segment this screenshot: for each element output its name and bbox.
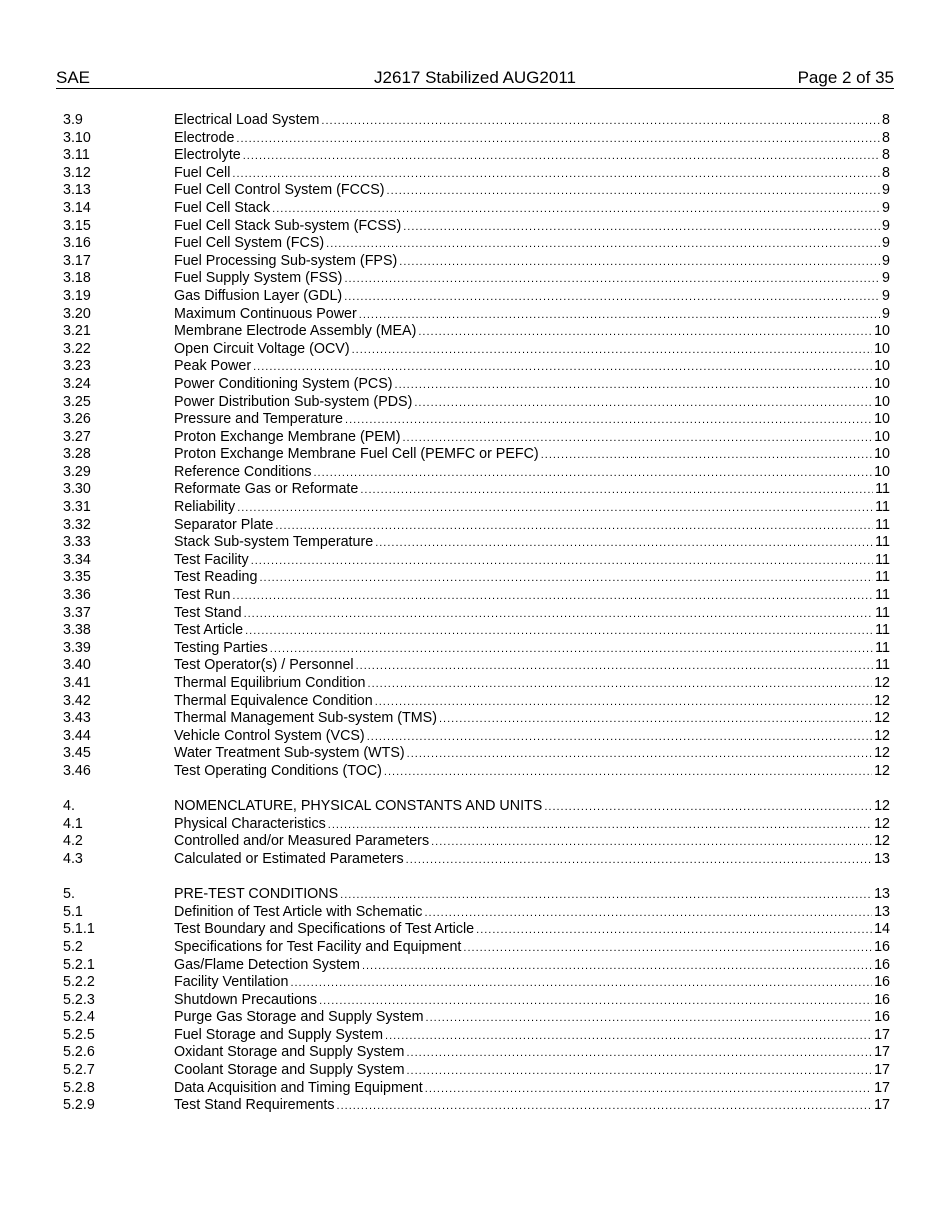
toc-page-number: 12 (874, 762, 890, 779)
toc-page-number: 12 (874, 833, 890, 850)
toc-entry[interactable] (63, 253, 890, 271)
toc-section-number: 5.2.7 (63, 1062, 95, 1079)
toc-page-number: 11 (875, 657, 890, 674)
toc-dot-leader (328, 817, 872, 835)
toc-entry[interactable] (63, 446, 890, 464)
toc-section-number: 5.2.5 (63, 1026, 95, 1043)
toc-page-number: 10 (874, 393, 890, 410)
toc-entry[interactable] (63, 640, 890, 658)
toc-dot-leader (399, 254, 880, 272)
toc-section-title: Peak Power (174, 358, 252, 375)
toc-section-title: Gas Diffusion Layer (GDL) (174, 287, 343, 304)
toc-dot-leader (359, 307, 880, 325)
toc-section-number: 3.22 (63, 340, 91, 357)
toc-page-number: 10 (874, 340, 890, 357)
toc-entry[interactable] (63, 270, 890, 288)
toc-page-number: 11 (875, 534, 890, 551)
toc-page-number: 10 (874, 375, 890, 392)
toc-page-number: 17 (874, 1097, 890, 1114)
toc-section-title: Fuel Storage and Supply System (174, 1026, 384, 1043)
toc-entry[interactable] (63, 728, 890, 746)
toc-section-title: Test Reading (174, 569, 258, 586)
toc-dot-leader (362, 958, 872, 976)
toc-section-number: 4.1 (63, 815, 83, 832)
toc-page-number: 13 (874, 850, 890, 867)
toc-section-number: 3.38 (63, 622, 91, 639)
toc-entry[interactable] (63, 921, 890, 939)
toc-section-number: 3.27 (63, 428, 91, 445)
toc-section-title: Reference Conditions (174, 463, 312, 480)
toc-entry[interactable] (63, 394, 890, 412)
toc-section-number: 3.24 (63, 375, 91, 392)
toc-section-number: 3.39 (63, 639, 91, 656)
toc-entry[interactable] (63, 1080, 890, 1098)
toc-page-number: 8 (882, 147, 890, 164)
toc-section-title: Separator Plate (174, 516, 274, 533)
table-of-contents (63, 112, 890, 1115)
toc-entry[interactable] (63, 429, 890, 447)
toc-section-title: Thermal Equilibrium Condition (174, 675, 366, 691)
toc-spacer (63, 869, 890, 887)
toc-entry[interactable] (63, 130, 890, 148)
toc-dot-leader (476, 922, 872, 940)
toc-entry[interactable] (63, 1027, 890, 1045)
toc-dot-leader (356, 658, 874, 676)
toc-entry[interactable] (63, 833, 890, 851)
toc-section-number: 3.46 (63, 762, 91, 779)
toc-dot-leader (344, 271, 880, 289)
header-doc-id: J2617 Stabilized AUG2011 (374, 68, 576, 87)
toc-section-number: 3.35 (63, 569, 91, 586)
toc-entry[interactable] (63, 622, 890, 640)
toc-section-title: Thermal Management Sub-system (TMS) (174, 710, 437, 727)
toc-entry[interactable] (63, 992, 890, 1010)
toc-page-number: 10 (874, 428, 890, 445)
toc-entry[interactable] (63, 147, 890, 165)
toc-dot-leader (272, 201, 880, 219)
toc-dot-leader (387, 183, 881, 201)
toc-dot-leader (431, 834, 872, 852)
toc-entry[interactable] (63, 288, 890, 306)
toc-entry[interactable] (63, 552, 890, 570)
toc-section-number: 5.2.6 (63, 1044, 95, 1061)
toc-page-number: 17 (874, 1079, 890, 1096)
toc-section-title: Test Stand (174, 604, 242, 621)
toc-dot-leader (251, 553, 873, 571)
toc-section-number: 3.18 (63, 270, 91, 287)
toc-section-title: Thermal Equivalence Condition (174, 692, 373, 709)
toc-dot-leader (406, 852, 872, 870)
toc-dot-leader (406, 1063, 872, 1081)
toc-entry[interactable] (63, 1044, 890, 1062)
toc-dot-leader (237, 500, 873, 518)
toc-section-number: 5.2.1 (63, 956, 95, 973)
toc-dot-leader (270, 641, 873, 659)
toc-dot-leader (236, 131, 880, 149)
toc-page-number: 11 (875, 622, 890, 639)
toc-dot-leader (243, 148, 880, 166)
toc-section-number: 3.21 (63, 323, 91, 340)
toc-section-number: 3.40 (63, 657, 91, 674)
toc-dot-leader (244, 606, 874, 624)
toc-section-title: Fuel Cell System (FCS) (174, 235, 325, 252)
toc-section-number: 3.17 (63, 252, 91, 269)
toc-entry[interactable] (63, 1097, 890, 1115)
toc-section-title: Test Operating Conditions (TOC) (174, 762, 382, 779)
toc-page-number: 8 (882, 112, 890, 128)
toc-dot-leader (360, 482, 873, 500)
toc-page-number: 11 (875, 516, 890, 533)
toc-section-number: 3.44 (63, 727, 91, 744)
toc-entry[interactable] (63, 235, 890, 253)
toc-page-number: 8 (882, 164, 890, 181)
toc-page-number: 16 (874, 956, 890, 973)
toc-section-number: 3.12 (63, 164, 91, 181)
toc-dot-leader (321, 113, 880, 131)
toc-section-title: Membrane Electrode Assembly (MEA) (174, 323, 417, 340)
toc-section-title: Test Facility (174, 551, 249, 568)
toc-page-number: 8 (882, 129, 890, 146)
toc-entry[interactable] (63, 710, 890, 728)
toc-section-number: 4. (63, 798, 75, 815)
toc-section-number: 5.1 (63, 903, 83, 920)
toc-section-number: 3.32 (63, 516, 91, 533)
toc-page-number: 10 (874, 323, 890, 340)
toc-section-title: Fuel Supply System (FSS) (174, 270, 343, 287)
toc-page-number: 9 (882, 217, 890, 234)
toc-section-number: 3.14 (63, 199, 91, 216)
toc-section-title: Test Run (174, 587, 231, 604)
toc-section-number: 3.36 (63, 587, 91, 604)
toc-page-number: 17 (874, 1044, 890, 1061)
toc-dot-leader (275, 518, 873, 536)
toc-entry[interactable] (63, 675, 890, 693)
toc-section-number: 3.9 (63, 112, 83, 128)
toc-entry[interactable] (63, 904, 890, 922)
toc-page-number: 12 (874, 692, 890, 709)
toc-section-number: 3.23 (63, 358, 91, 375)
toc-section-number: 3.28 (63, 446, 91, 463)
toc-section-number: 3.15 (63, 217, 91, 234)
toc-entry[interactable] (63, 957, 890, 975)
toc-dot-leader (326, 236, 880, 254)
toc-page-number: 12 (874, 815, 890, 832)
toc-dot-leader (290, 975, 872, 993)
toc-section-number: 3.16 (63, 235, 91, 252)
toc-entry[interactable] (63, 517, 890, 535)
toc-section-number: 3.45 (63, 745, 91, 762)
toc-dot-leader (424, 905, 872, 923)
toc-section-title: Fuel Cell Stack (174, 199, 271, 216)
toc-section-title: Coolant Storage and Supply System (174, 1062, 405, 1079)
toc-page-number: 14 (874, 921, 890, 938)
toc-entry[interactable] (63, 587, 890, 605)
toc-section-number: 3.30 (63, 481, 91, 498)
toc-dot-leader (384, 764, 872, 782)
toc-section-number: 3.20 (63, 305, 91, 322)
toc-section-title: Physical Characteristics (174, 815, 326, 832)
toc-section-title: Oxidant Storage and Supply System (174, 1044, 405, 1061)
toc-entry[interactable] (63, 341, 890, 359)
toc-page-number: 11 (875, 587, 890, 604)
toc-section-title: Data Acquisition and Timing Equipment (174, 1079, 423, 1096)
toc-entry[interactable] (63, 1062, 890, 1080)
toc-page-number: 13 (874, 886, 890, 903)
toc-entry[interactable] (63, 939, 890, 957)
toc-section-title: Power Distribution Sub-system (PDS) (174, 393, 413, 410)
toc-section-number: 3.34 (63, 551, 91, 568)
toc-dot-leader (367, 729, 872, 747)
toc-dot-leader (418, 324, 872, 342)
toc-dot-leader (259, 570, 873, 588)
toc-dot-leader (407, 746, 872, 764)
toc-section-title: Facility Ventilation (174, 974, 289, 991)
toc-entry[interactable] (63, 112, 890, 130)
toc-section-title: Testing Parties (174, 639, 268, 656)
toc-section-number: 3.29 (63, 463, 91, 480)
toc-dot-leader (402, 430, 872, 448)
toc-page-number: 12 (874, 798, 890, 815)
toc-section-title: Shutdown Precautions (174, 991, 318, 1008)
toc-entry[interactable] (63, 358, 890, 376)
toc-page-number: 9 (882, 182, 890, 199)
toc-page-number: 10 (874, 446, 890, 463)
toc-section-number: 3.11 (63, 147, 90, 164)
toc-page-number: 11 (875, 639, 890, 656)
toc-page-number: 9 (882, 305, 890, 322)
toc-section-title: Fuel Cell Control System (FCCS) (174, 182, 385, 199)
toc-section-title: Electrolyte (174, 147, 241, 164)
toc-section-number: 3.37 (63, 604, 91, 621)
toc-page-number: 16 (874, 991, 890, 1008)
toc-page-number: 9 (882, 235, 890, 252)
toc-section-title: Gas/Flame Detection System (174, 956, 360, 973)
toc-entry[interactable] (63, 376, 890, 394)
toc-section-number: 3.43 (63, 710, 91, 727)
toc-dot-leader (544, 799, 872, 817)
toc-page-number: 16 (874, 974, 890, 991)
header-page-number: Page 2 of 35 (797, 68, 894, 87)
toc-entry[interactable] (63, 693, 890, 711)
toc-page-number: 12 (874, 745, 890, 762)
toc-section-number: 5.2 (63, 938, 83, 955)
toc-page-number: 9 (882, 270, 890, 287)
toc-dot-leader (352, 342, 872, 360)
toc-section-number: 3.25 (63, 393, 91, 410)
toc-section-number: 5.2.9 (63, 1097, 95, 1114)
toc-section-title: Calculated or Estimated Parameters (174, 850, 404, 867)
toc-entry[interactable] (63, 745, 890, 763)
toc-dot-leader (232, 166, 880, 184)
toc-entry[interactable] (63, 798, 890, 816)
toc-page-number: 11 (875, 499, 890, 516)
toc-section-title: Fuel Processing Sub-system (FPS) (174, 252, 398, 269)
toc-dot-leader (414, 395, 872, 413)
toc-page-number: 11 (875, 551, 890, 568)
toc-section-number: 5.2.4 (63, 1009, 95, 1026)
toc-section-title: Purge Gas Storage and Supply System (174, 1009, 424, 1026)
toc-section-title: Power Conditioning System (PCS) (174, 375, 393, 392)
toc-page-number: 9 (882, 287, 890, 304)
toc-dot-leader (314, 465, 873, 483)
toc-entry[interactable] (63, 200, 890, 218)
toc-page-number: 11 (875, 604, 890, 621)
toc-entry[interactable] (63, 165, 890, 183)
toc-entry[interactable] (63, 605, 890, 623)
toc-section-title: Fuel Cell (174, 164, 231, 181)
toc-page-number: 16 (874, 938, 890, 955)
toc-dot-leader (403, 219, 880, 237)
toc-entry[interactable] (63, 182, 890, 200)
toc-section-number: 3.42 (63, 692, 91, 709)
toc-page-number: 12 (874, 727, 890, 744)
toc-section-title: NOMENCLATURE, PHYSICAL CONSTANTS AND UNITS (174, 798, 543, 815)
toc-dot-leader (253, 359, 872, 377)
toc-page-number: 10 (874, 411, 890, 428)
toc-dot-leader (340, 887, 872, 905)
toc-section-title: Proton Exchange Membrane (PEM) (174, 428, 401, 445)
toc-dot-leader (232, 588, 873, 606)
toc-section-title: Fuel Cell Stack Sub-system (FCSS) (174, 217, 402, 234)
toc-section-number: 3.31 (63, 499, 91, 516)
toc-section-title: Open Circuit Voltage (OCV) (174, 340, 350, 357)
toc-page-number: 16 (874, 1009, 890, 1026)
toc-section-title: Water Treatment Sub-system (WTS) (174, 745, 405, 762)
toc-page-number: 11 (875, 569, 890, 586)
toc-dot-leader (375, 535, 873, 553)
toc-dot-leader (375, 694, 872, 712)
toc-section-number: 5. (63, 886, 75, 903)
toc-section-number: 5.1.1 (63, 921, 95, 938)
toc-page-number: 13 (874, 903, 890, 920)
toc-section-title: Specifications for Test Facility and Equipment (174, 938, 462, 955)
toc-section-number: 3.33 (63, 534, 91, 551)
toc-section-title: Definition of Test Article with Schematic (174, 903, 423, 920)
toc-dot-leader (245, 623, 873, 641)
toc-section-title: PRE-TEST CONDITIONS (174, 886, 339, 903)
toc-entry[interactable] (63, 481, 890, 499)
toc-section-title: Proton Exchange Membrane Fuel Cell (PEMFC or PEFC) (174, 446, 539, 463)
toc-dot-leader (385, 1028, 872, 1046)
toc-section-title: Electrode (174, 129, 235, 146)
toc-dot-leader (426, 1010, 873, 1028)
toc-dot-leader (395, 377, 873, 395)
toc-section-number: 3.41 (63, 675, 91, 691)
toc-entry[interactable] (63, 323, 890, 341)
toc-entry[interactable] (63, 411, 890, 429)
toc-page-number: 9 (882, 252, 890, 269)
toc-section-title: Controlled and/or Measured Parameters (174, 833, 430, 850)
toc-entry[interactable] (63, 218, 890, 236)
toc-section-number: 3.10 (63, 129, 91, 146)
toc-section-number: 3.19 (63, 287, 91, 304)
toc-section-title: Test Operator(s) / Personnel (174, 657, 354, 674)
toc-section-number: 4.3 (63, 850, 83, 867)
toc-entry[interactable] (63, 464, 890, 482)
toc-section-number: 4.2 (63, 833, 83, 850)
toc-section-title: Test Boundary and Specifications of Test Article (174, 921, 475, 938)
toc-section-title: Pressure and Temperature (174, 411, 344, 428)
toc-page-number: 10 (874, 463, 890, 480)
toc-page-number: 10 (874, 358, 890, 375)
toc-entry[interactable] (63, 851, 890, 869)
toc-entry[interactable] (63, 886, 890, 904)
toc-dot-leader (337, 1098, 873, 1116)
toc-section-title: Test Article (174, 622, 244, 639)
toc-section-title: Electrical Load System (174, 112, 320, 128)
toc-dot-leader (541, 447, 872, 465)
toc-dot-leader (439, 711, 872, 729)
toc-dot-leader (345, 412, 872, 430)
toc-section-title: Vehicle Control System (VCS) (174, 727, 365, 744)
toc-section-title: Test Stand Requirements (174, 1097, 335, 1114)
toc-dot-leader (319, 993, 872, 1011)
toc-entry[interactable] (63, 816, 890, 834)
toc-dot-leader (406, 1045, 872, 1063)
toc-section-title: Reliability (174, 499, 236, 516)
toc-section-number: 3.13 (63, 182, 91, 199)
toc-page-number: 11 (875, 481, 890, 498)
toc-spacer (63, 781, 890, 799)
toc-page-number: 17 (874, 1026, 890, 1043)
toc-section-number: 5.2.2 (63, 974, 95, 991)
toc-entry[interactable] (63, 569, 890, 587)
toc-page-number: 12 (874, 675, 890, 691)
toc-entry[interactable] (63, 306, 890, 324)
toc-entry[interactable] (63, 499, 890, 517)
toc-dot-leader (463, 940, 872, 958)
toc-page-number: 9 (882, 199, 890, 216)
toc-entry[interactable] (63, 534, 890, 552)
toc-entry[interactable] (63, 657, 890, 675)
toc-entry[interactable] (63, 1009, 890, 1027)
toc-section-title: Stack Sub-system Temperature (174, 534, 374, 551)
toc-entry[interactable] (63, 974, 890, 992)
toc-section-title: Reformate Gas or Reformate (174, 481, 359, 498)
toc-dot-leader (344, 289, 880, 307)
toc-section-number: 5.2.3 (63, 991, 95, 1008)
toc-page-number: 12 (874, 710, 890, 727)
toc-entry[interactable] (63, 763, 890, 781)
toc-section-number: 3.26 (63, 411, 91, 428)
toc-dot-leader (368, 676, 873, 694)
toc-section-number: 5.2.8 (63, 1079, 95, 1096)
toc-page-number: 17 (874, 1062, 890, 1079)
toc-section-title: Maximum Continuous Power (174, 305, 357, 322)
toc-dot-leader (425, 1081, 872, 1099)
header-org: SAE (56, 68, 91, 87)
page-header (56, 68, 894, 89)
